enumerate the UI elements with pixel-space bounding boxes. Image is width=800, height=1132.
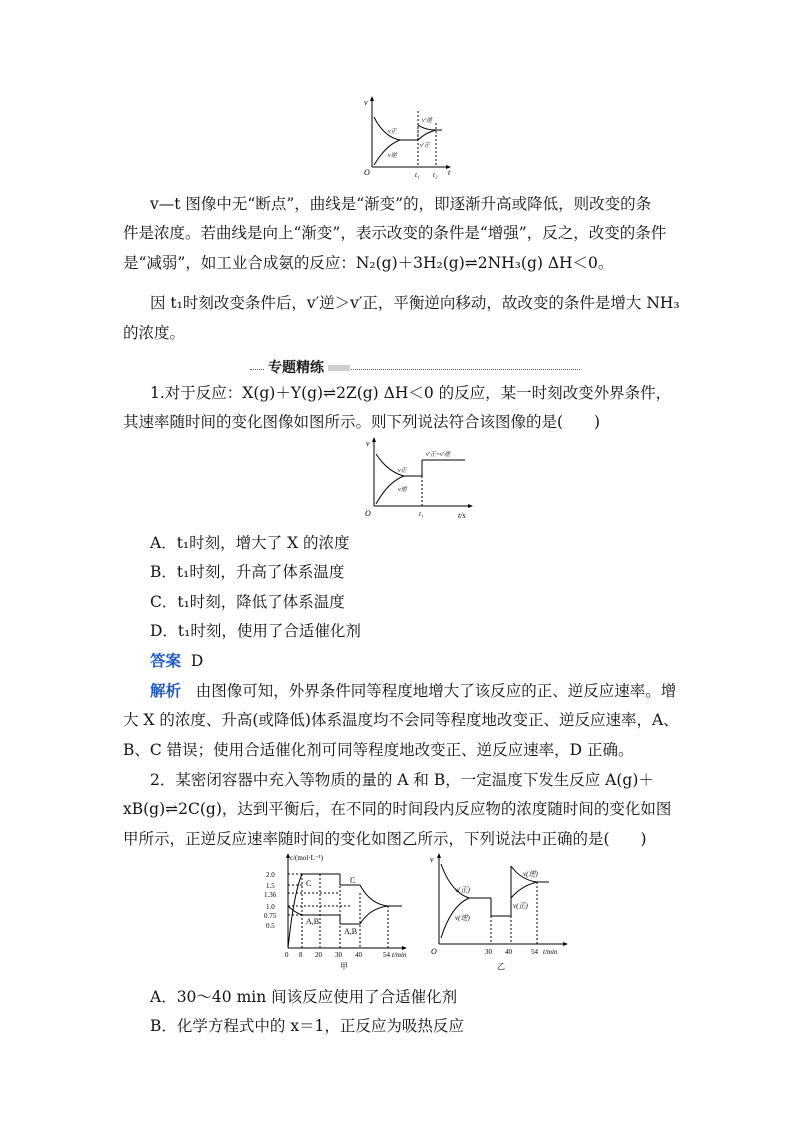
q1-rate-time-graph	[360, 436, 480, 526]
top-rate-time-graph	[360, 95, 460, 185]
para1-line1: v—t 图像中无“断点”，曲线是“渐变”的，即逐渐升高或降低，则改变的条	[150, 195, 652, 213]
yi-v-rev-label: v(逆)	[455, 914, 470, 922]
q1-origin-label: O	[365, 509, 371, 518]
analysis-label: 解析	[150, 682, 182, 700]
q1-v-rev-label: v逆	[398, 487, 407, 493]
jia-y-label: c/(mol·L⁻¹)	[290, 854, 324, 862]
yi-v-rev2-label: v(逆)	[523, 870, 538, 878]
jia-xtick-40: 40	[355, 951, 362, 959]
q2-option-a: A．30～40 min 间该反应使用了合适催化剂	[150, 988, 458, 1006]
v-fwd-label: v正	[388, 129, 397, 135]
axis-t-label: t	[448, 168, 451, 177]
q2-stem-line1: 2．某密闭容器中充入等物质的量的 A 和 B，一定温度下发生反应 A(g)＋	[150, 771, 654, 789]
q1-analysis-line3: B、C 错误；使用合适催化剂可同等程度地改变正、逆反应速率，D 正确。	[123, 741, 634, 759]
jia-xtick-0: 0	[285, 951, 289, 959]
para1-line3: 是“减弱”，如工业合成氨的反应：N₂(g)＋3H₂(g)⇌2NH₃(g) ΔH＜0。	[123, 254, 614, 272]
section-header	[250, 357, 580, 379]
yi-xtick-54: 54	[531, 948, 538, 956]
answer-value: D	[190, 652, 204, 670]
yi-xtick-40: 40	[505, 948, 512, 956]
q2-figure-jia	[262, 852, 412, 972]
q1-axis-v-label: v	[366, 439, 370, 448]
q2-option-b: B．化学方程式中的 x＝1，正反应为吸热反应	[150, 1017, 464, 1035]
q1-option-c: C．t₁时刻，降低了体系温度	[150, 593, 345, 611]
jia-x-label: t/min	[392, 951, 407, 959]
q1-analysis-line2: 大 X 的浓度、升高(或降低)体系温度均不会同等程度地改变正、逆反应速率，A、	[123, 711, 679, 729]
v-fwd-prime-label: v′正	[420, 143, 430, 149]
q1-option-d: D．t₁时刻，使用了合适催化剂	[150, 622, 361, 640]
yi-caption: 乙	[497, 962, 505, 971]
para2-line1: 因 t₁时刻改变条件后，v′逆＞v′正，平衡逆向移动，故改变的条件是增大 NH₃	[150, 294, 680, 312]
jia-label-AB2: A,B	[344, 927, 358, 936]
para1-line2: 件是浓度。若曲线是向上“渐变”，表示改变的条件是“增强”，反之，改变的条件	[123, 224, 667, 242]
q1-stem-line2: 其速率随时间的变化图像如图所示。则下列说法符合该图像的是( )	[123, 413, 601, 431]
section-title: 专题精练	[264, 357, 328, 377]
q1-option-b: B．t₁时刻，升高了体系温度	[150, 563, 345, 581]
axis-v-label: v	[364, 98, 368, 107]
yi-x-label: t/min	[543, 948, 558, 956]
jia-ytick-1.5: 1.5	[266, 882, 275, 890]
yi-axis-v-label: v	[430, 855, 434, 864]
origin-label: O	[364, 168, 370, 177]
q2-stem-line3: 甲所示，正逆反应速率随时间的变化如图乙所示，下列说法中正确的是( )	[123, 830, 647, 848]
q1-equal-label: v′正=v′逆	[426, 452, 451, 458]
q2-stem-line2: xB(g)⇌2C(g)，达到平衡后，在不同的时间段内反应物的浓度随时间的变化如图	[123, 800, 672, 818]
jia-ytick-0.75: 0.75	[264, 912, 277, 920]
yi-v-fwd-label: v(正)	[455, 886, 470, 894]
jia-ytick-1.36: 1.36	[264, 891, 277, 899]
q1-v-fwd-label: v正	[398, 468, 407, 474]
jia-ytick-2.0: 2.0	[266, 871, 275, 879]
answer-label: 答案	[150, 652, 182, 670]
jia-xtick-20: 20	[315, 951, 322, 959]
v-rev-label: v逆	[388, 153, 397, 159]
jia-xtick-8: 8	[299, 951, 303, 959]
jia-ytick-0.5: 0.5	[266, 922, 275, 930]
q1-t1-label: t₁	[419, 510, 424, 518]
q1-axis-t-label: t/s	[458, 511, 466, 520]
jia-label-AB1: A,B	[306, 917, 320, 926]
q1-answer	[150, 651, 203, 671]
yi-xtick-30: 30	[485, 948, 492, 956]
v-rev-prime-label: v′逆	[422, 118, 432, 124]
q1-analysis-line1: 解析 由图像可知，外界条件同等程度地增大了该反应的正、逆反应速率。增	[150, 682, 677, 700]
jia-label-C1: C	[306, 879, 312, 888]
jia-ytick-1.0: 1.0	[266, 903, 275, 911]
q2-figure-yi	[425, 852, 575, 972]
jia-caption: 甲	[340, 962, 348, 971]
jia-xtick-54: 54	[383, 951, 390, 959]
t2-label: t₂	[433, 171, 438, 179]
yi-origin-label: O	[431, 947, 437, 956]
q1-stem-line1: 1.对于反应：X(g)＋Y(g)⇌2Z(g) ΔH＜0 的反应，某一时刻改变外界条件，	[150, 384, 672, 402]
jia-label-C2: C	[350, 876, 356, 885]
t1-label: t₁	[415, 171, 420, 179]
yi-v-fwd2-label: v(正)	[513, 902, 528, 910]
jia-xtick-30: 30	[335, 951, 342, 959]
q1-option-a: A．t₁时刻，增大了 X 的浓度	[150, 534, 350, 552]
para2-line2: 的浓度。	[123, 324, 186, 342]
